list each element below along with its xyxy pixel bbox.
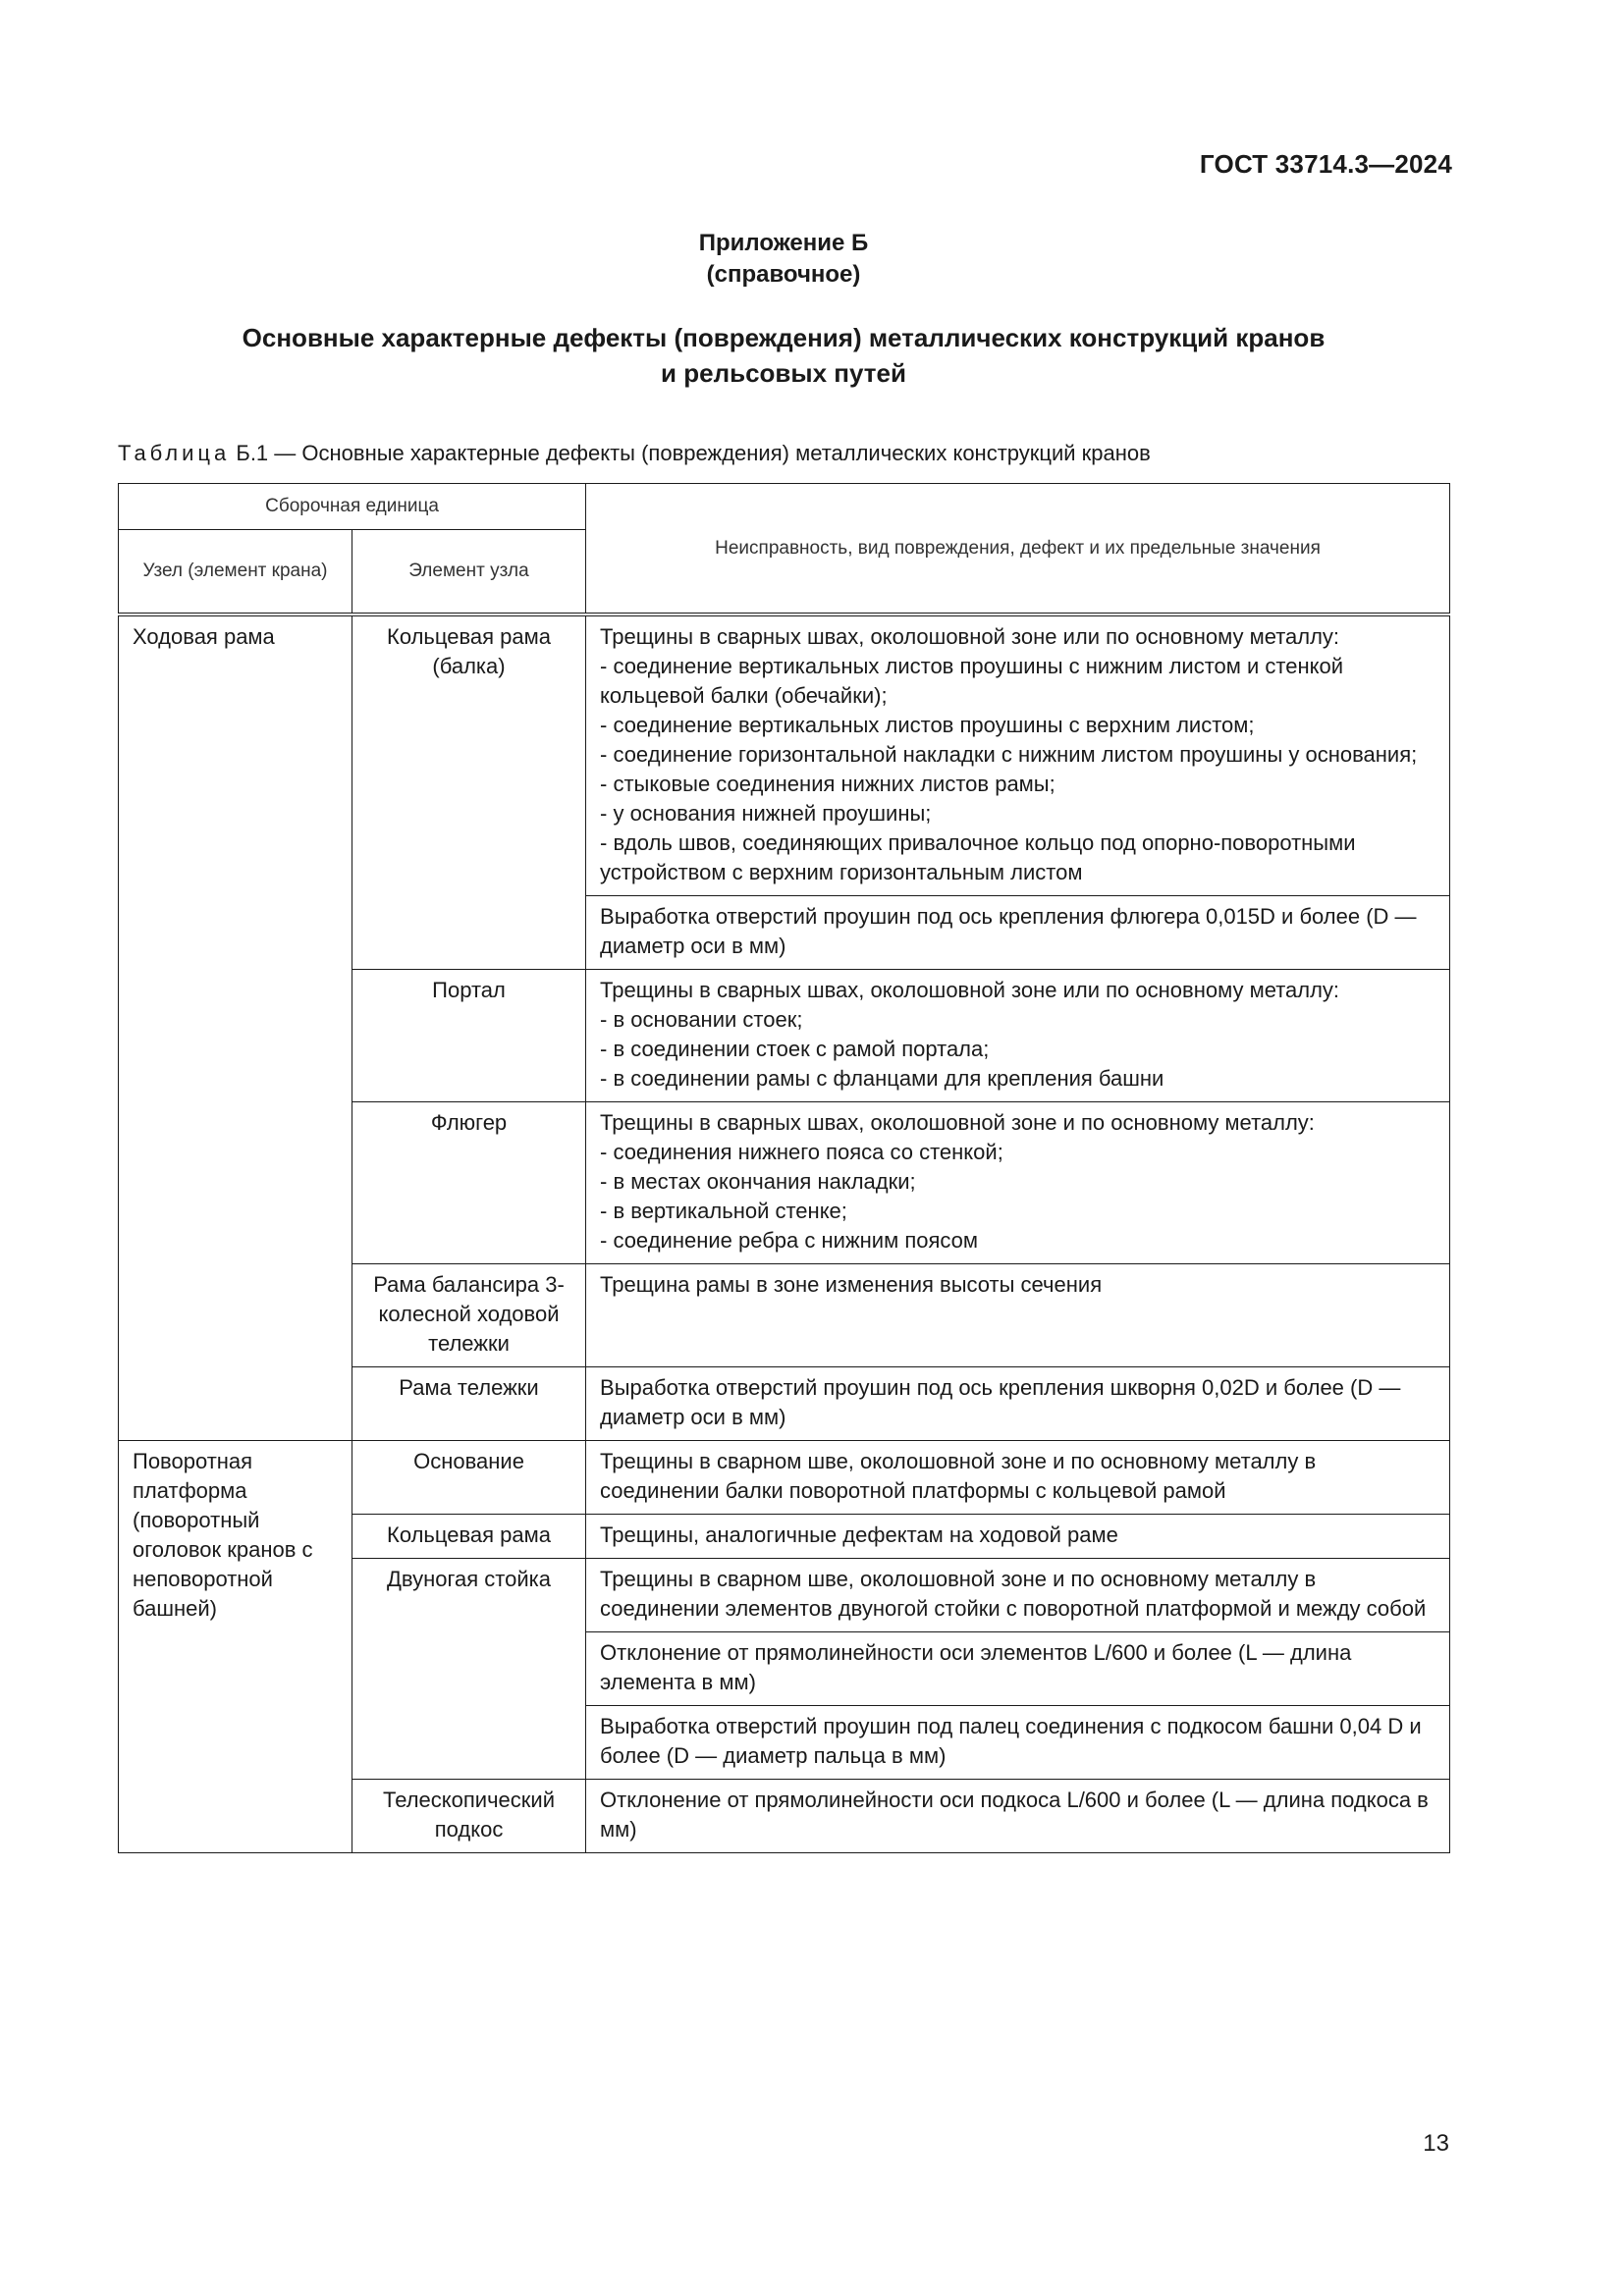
header-defect: Неисправность, вид повреждения, дефект и их предельные значения (586, 484, 1450, 615)
defect-cell (586, 614, 1450, 896)
table-caption (118, 441, 1151, 466)
document-title (0, 320, 1567, 391)
defect-line: - в соединении рамы с фланцами для крепления башни (600, 1066, 1164, 1091)
defect-line: - соединение вертикальных листов проушины с нижним листом и стенкой кольцевой балки (обечайки); (600, 654, 1344, 708)
header-unit: Узел (элемент крана) (119, 530, 352, 615)
element-cell: Рама балансира 3-колесной ходовой тележки (352, 1264, 586, 1367)
defect-line: - соединение вертикальных листов проушины с верхним листом; (600, 713, 1255, 737)
defect-line: Трещины, аналогичные дефектам на ходовой раме (600, 1522, 1118, 1547)
element-cell: Рама тележки (352, 1367, 586, 1441)
table-body (119, 614, 1450, 1853)
defect-cell (586, 1441, 1450, 1515)
defect-line: - в вертикальной стенке; (600, 1199, 847, 1223)
defect-line: - у основания нижней проушины; (600, 801, 932, 826)
defect-line: - соединение ребра с нижним поясом (600, 1228, 979, 1253)
header-element: Элемент узла (352, 530, 586, 615)
page-number: 13 (1423, 2130, 1449, 2157)
unit-cell: Поворотная платформа (поворотный оголовок кранов с неповоротной башней) (119, 1441, 352, 1853)
defect-line: Выработка отверстий проушин под ось крепления флюгера 0,015D и более (D — диаметр оси в мм) (600, 904, 1417, 958)
defect-line: Трещины в сварных швах, околошовной зоне или по основному металлу: (600, 624, 1340, 649)
defect-line: Отклонение от прямолинейности оси подкоса L/600 и более (L — длина подкоса в мм) (600, 1788, 1429, 1842)
table-header (119, 484, 1450, 615)
defect-cell (586, 1559, 1450, 1632)
defect-cell (586, 896, 1450, 970)
defect-cell (586, 1367, 1450, 1441)
unit-cell: Ходовая рама (119, 614, 352, 1441)
defect-line: - в соединении стоек с рамой портала; (600, 1037, 990, 1061)
defect-line: Отклонение от прямолинейности оси элементов L/600 и более (L — длина элемента в мм) (600, 1640, 1352, 1694)
document-title-line-1: Основные характерные дефекты (повреждения) металлических конструкций кранов (242, 323, 1326, 352)
element-cell: Двуногая стойка (352, 1559, 586, 1780)
defect-cell (586, 970, 1450, 1102)
appendix-type: (справочное) (706, 261, 861, 288)
defect-line: Трещина рамы в зоне изменения высоты сечения (600, 1272, 1103, 1297)
defect-line: Трещины в сварном шве, околошовной зоне и по основному металлу в соединении балки поворотной платформы с кольцевой рамой (600, 1449, 1317, 1503)
defect-line: Трещины в сварном шве, околошовной зоне и по основному металлу в соединении элементов двуногой стойки с поворотной платформой и между собой (600, 1567, 1427, 1621)
header-assembly-unit: Сборочная единица (119, 484, 586, 530)
defect-cell (586, 1706, 1450, 1780)
element-cell: Кольцевая рама (352, 1515, 586, 1559)
appendix-label: Приложение Б (698, 230, 869, 256)
table-row (119, 1441, 1450, 1515)
defect-line: - соединения нижнего пояса со стенкой; (600, 1140, 1003, 1164)
defect-line: Трещины в сварных швах, околошовной зоне или по основному металлу: (600, 978, 1340, 1002)
element-cell: Основание (352, 1441, 586, 1515)
table-row (119, 614, 1450, 896)
defect-line: - вдоль швов, соединяющих привалочное кольцо под опорно-поворотными устройством с верхним горизонтальным листом (600, 830, 1356, 884)
defect-line: Трещины в сварных швах, околошовной зоне и по основному металлу: (600, 1110, 1315, 1135)
defect-line: - соединение горизонтальной накладки с нижним листом проушины у основания; (600, 742, 1418, 767)
appendix-heading (0, 228, 1567, 291)
defect-cell (586, 1264, 1450, 1367)
defect-line: - стыковые соединения нижних листов рамы; (600, 772, 1056, 796)
defect-line: Выработка отверстий проушин под ось крепления шкворня 0,02D и более (D — диаметр оси в мм) (600, 1375, 1401, 1429)
defect-line: Выработка отверстий проушин под палец соединения с подкосом башни 0,04 D и более (D — диаметр пальца в мм) (600, 1714, 1422, 1768)
element-cell: Портал (352, 970, 586, 1102)
defect-cell (586, 1780, 1450, 1853)
defects-table (118, 483, 1450, 1853)
defect-cell (586, 1102, 1450, 1264)
standard-number: ГОСТ 33714.3—2024 (1199, 149, 1452, 179)
table-caption-text: Б.1 — Основные характерные дефекты (повреждения) металлических конструкций кранов (230, 441, 1151, 465)
defect-line: - в основании стоек; (600, 1007, 803, 1032)
element-cell: Телескопический подкос (352, 1780, 586, 1853)
header-row (119, 484, 1450, 530)
element-cell: Флюгер (352, 1102, 586, 1264)
table-caption-label: Таблица (118, 441, 231, 465)
defect-line: - в местах окончания накладки; (600, 1169, 916, 1194)
defect-cell (586, 1632, 1450, 1706)
element-cell: Кольцевая рама (балка) (352, 614, 586, 970)
document-title-line-2: и рельсовых путей (661, 358, 906, 388)
defect-cell (586, 1515, 1450, 1559)
